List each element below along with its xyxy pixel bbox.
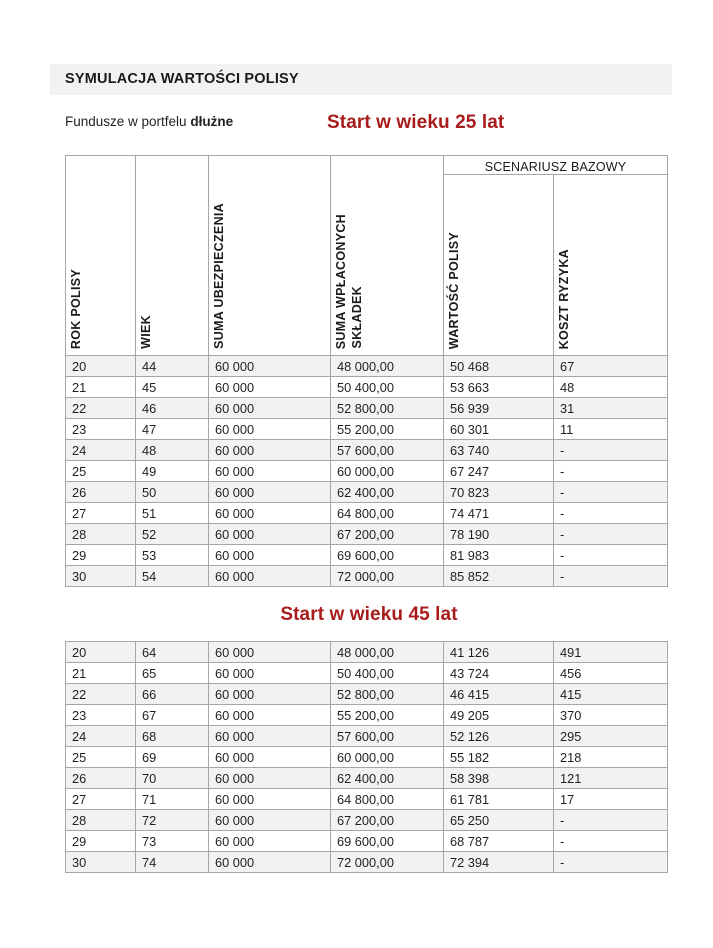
cell-rok_polisy: 29 — [66, 545, 136, 566]
group-header-spacer-4 — [331, 156, 444, 175]
cell-wiek: 44 — [136, 356, 209, 377]
cell-rok_polisy: 26 — [66, 482, 136, 503]
column-header-wiek — [136, 175, 209, 356]
cell-suma_wplaconych_skladek: 55 200,00 — [331, 419, 444, 440]
cell-suma_wplaconych_skladek: 60 000,00 — [331, 747, 444, 768]
group-header-spacer-1 — [66, 156, 136, 175]
portfolio-label — [65, 114, 233, 129]
cell-wiek: 70 — [136, 768, 209, 789]
cell-wartosc_polisy: 78 190 — [444, 524, 554, 545]
column-header-line: SUMA UBEZPIECZENIA — [212, 203, 226, 349]
cell-suma_ubezpieczenia: 60 000 — [209, 503, 331, 524]
table-row — [66, 747, 668, 768]
cell-suma_wplaconych_skladek: 60 000,00 — [331, 461, 444, 482]
cell-suma_ubezpieczenia: 60 000 — [209, 663, 331, 684]
cell-koszt_ryzyka: 456 — [554, 663, 668, 684]
subtitle-row — [65, 112, 673, 138]
cell-wartosc_polisy: 55 182 — [444, 747, 554, 768]
cell-wiek: 47 — [136, 419, 209, 440]
cell-suma_wplaconych_skladek: 52 800,00 — [331, 398, 444, 419]
cell-wiek: 66 — [136, 684, 209, 705]
cell-koszt_ryzyka: 67 — [554, 356, 668, 377]
cell-suma_wplaconych_skladek: 69 600,00 — [331, 831, 444, 852]
table-row — [66, 566, 668, 587]
cell-rok_polisy: 24 — [66, 726, 136, 747]
cell-suma_wplaconych_skladek: 72 000,00 — [331, 566, 444, 587]
cell-rok_polisy: 21 — [66, 663, 136, 684]
group-header-row — [66, 156, 668, 175]
cell-wartosc_polisy: 50 468 — [444, 356, 554, 377]
table-body — [66, 356, 668, 587]
table-row — [66, 419, 668, 440]
table-row — [66, 789, 668, 810]
table-row — [66, 810, 668, 831]
table-row — [66, 768, 668, 789]
cell-koszt_ryzyka: 415 — [554, 684, 668, 705]
cell-rok_polisy: 22 — [66, 398, 136, 419]
cell-wiek: 67 — [136, 705, 209, 726]
cell-suma_wplaconych_skladek: 50 400,00 — [331, 663, 444, 684]
cell-rok_polisy: 21 — [66, 377, 136, 398]
cell-rok_polisy: 24 — [66, 440, 136, 461]
cell-wiek: 68 — [136, 726, 209, 747]
cell-wartosc_polisy: 52 126 — [444, 726, 554, 747]
table-row — [66, 642, 668, 663]
cell-koszt_ryzyka: - — [554, 524, 668, 545]
column-header-rok-polisy — [66, 175, 136, 356]
cell-suma_wplaconych_skladek: 67 200,00 — [331, 810, 444, 831]
group-header-scenariusz-bazowy: SCENARIUSZ BAZOWY — [444, 156, 668, 175]
cell-koszt_ryzyka: - — [554, 810, 668, 831]
cell-wartosc_polisy: 43 724 — [444, 663, 554, 684]
table-row — [66, 356, 668, 377]
cell-wiek: 49 — [136, 461, 209, 482]
table-row — [66, 440, 668, 461]
portfolio-label-value: dłużne — [190, 114, 234, 129]
table-row — [66, 726, 668, 747]
cell-wiek: 45 — [136, 377, 209, 398]
cell-rok_polisy: 27 — [66, 503, 136, 524]
cell-wartosc_polisy: 58 398 — [444, 768, 554, 789]
cell-suma_wplaconych_skladek: 64 800,00 — [331, 789, 444, 810]
cell-koszt_ryzyka: 17 — [554, 789, 668, 810]
cell-koszt_ryzyka: - — [554, 482, 668, 503]
cell-wartosc_polisy: 68 787 — [444, 831, 554, 852]
cell-suma_ubezpieczenia: 60 000 — [209, 726, 331, 747]
page-title: SYMULACJA WARTOŚCI POLISY — [65, 71, 299, 87]
table-row — [66, 461, 668, 482]
page-title-band — [50, 64, 672, 95]
cell-koszt_ryzyka: 11 — [554, 419, 668, 440]
cell-wiek: 52 — [136, 524, 209, 545]
cell-wartosc_polisy: 53 663 — [444, 377, 554, 398]
cell-rok_polisy: 28 — [66, 810, 136, 831]
cell-suma_ubezpieczenia: 60 000 — [209, 545, 331, 566]
cell-wiek: 50 — [136, 482, 209, 503]
cell-wartosc_polisy: 61 781 — [444, 789, 554, 810]
cell-suma_ubezpieczenia: 60 000 — [209, 356, 331, 377]
cell-wiek: 64 — [136, 642, 209, 663]
cell-suma_ubezpieczenia: 60 000 — [209, 789, 331, 810]
cell-suma_wplaconych_skladek: 57 600,00 — [331, 440, 444, 461]
cell-suma_ubezpieczenia: 60 000 — [209, 398, 331, 419]
cell-koszt_ryzyka: - — [554, 503, 668, 524]
table-body — [66, 642, 668, 873]
cell-suma_wplaconych_skladek: 57 600,00 — [331, 726, 444, 747]
cell-wartosc_polisy: 46 415 — [444, 684, 554, 705]
cell-suma_ubezpieczenia: 60 000 — [209, 440, 331, 461]
cell-koszt_ryzyka: 31 — [554, 398, 668, 419]
table-row — [66, 705, 668, 726]
cell-suma_ubezpieczenia: 60 000 — [209, 684, 331, 705]
cell-suma_ubezpieczenia: 60 000 — [209, 419, 331, 440]
cell-wiek: 53 — [136, 545, 209, 566]
cell-suma_ubezpieczenia: 60 000 — [209, 377, 331, 398]
cell-koszt_ryzyka: - — [554, 461, 668, 482]
table-row — [66, 663, 668, 684]
cell-wartosc_polisy: 81 983 — [444, 545, 554, 566]
cell-rok_polisy: 20 — [66, 356, 136, 377]
simulation-table-start-45 — [65, 641, 668, 873]
table-row — [66, 398, 668, 419]
cell-suma_wplaconych_skladek: 69 600,00 — [331, 545, 444, 566]
group-header-spacer-3 — [209, 156, 331, 175]
portfolio-label-prefix: Fundusze w portfelu — [65, 114, 191, 129]
cell-rok_polisy: 25 — [66, 461, 136, 482]
column-header-line: SUMA WPŁACONYCH — [334, 213, 348, 349]
cell-wiek: 74 — [136, 852, 209, 873]
cell-wartosc_polisy: 49 205 — [444, 705, 554, 726]
column-header-suma-wplaconych-skladek — [331, 175, 444, 356]
table-row — [66, 503, 668, 524]
cell-wiek: 48 — [136, 440, 209, 461]
cell-suma_wplaconych_skladek: 50 400,00 — [331, 377, 444, 398]
column-header-line: ROK POLISY — [69, 268, 83, 349]
cell-koszt_ryzyka: - — [554, 852, 668, 873]
cell-suma_wplaconych_skladek: 48 000,00 — [331, 642, 444, 663]
cell-koszt_ryzyka: 121 — [554, 768, 668, 789]
cell-wiek: 46 — [136, 398, 209, 419]
cell-koszt_ryzyka: - — [554, 566, 668, 587]
table-row — [66, 482, 668, 503]
cell-suma_wplaconych_skladek: 62 400,00 — [331, 482, 444, 503]
column-header-line: SKŁADEK — [349, 286, 364, 349]
cell-wartosc_polisy: 72 394 — [444, 852, 554, 873]
cell-koszt_ryzyka: - — [554, 545, 668, 566]
table-row — [66, 684, 668, 705]
section-heading-start-45: Start w wieku 45 lat — [280, 604, 458, 625]
cell-suma_ubezpieczenia: 60 000 — [209, 768, 331, 789]
cell-suma_ubezpieczenia: 60 000 — [209, 566, 331, 587]
cell-wartosc_polisy: 74 471 — [444, 503, 554, 524]
cell-wartosc_polisy: 65 250 — [444, 810, 554, 831]
cell-suma_ubezpieczenia: 60 000 — [209, 810, 331, 831]
cell-suma_ubezpieczenia: 60 000 — [209, 705, 331, 726]
cell-rok_polisy: 29 — [66, 831, 136, 852]
cell-koszt_ryzyka: - — [554, 440, 668, 461]
cell-wiek: 65 — [136, 663, 209, 684]
cell-suma_ubezpieczenia: 60 000 — [209, 831, 331, 852]
cell-rok_polisy: 27 — [66, 789, 136, 810]
cell-suma_wplaconych_skladek: 55 200,00 — [331, 705, 444, 726]
cell-suma_wplaconych_skladek: 72 000,00 — [331, 852, 444, 873]
section-heading-start-25: Start w wieku 25 lat — [327, 112, 505, 133]
cell-koszt_ryzyka: 48 — [554, 377, 668, 398]
cell-rok_polisy: 26 — [66, 768, 136, 789]
cell-wiek: 51 — [136, 503, 209, 524]
table-header-group — [66, 156, 668, 356]
column-header-row — [66, 175, 668, 356]
cell-rok_polisy: 20 — [66, 642, 136, 663]
table-row — [66, 377, 668, 398]
column-header-line: KOSZT RYZYKA — [557, 248, 571, 349]
cell-rok_polisy: 28 — [66, 524, 136, 545]
cell-wartosc_polisy: 56 939 — [444, 398, 554, 419]
cell-koszt_ryzyka: 218 — [554, 747, 668, 768]
cell-suma_wplaconych_skladek: 48 000,00 — [331, 356, 444, 377]
cell-suma_wplaconych_skladek: 64 800,00 — [331, 503, 444, 524]
cell-rok_polisy: 22 — [66, 684, 136, 705]
cell-wartosc_polisy: 67 247 — [444, 461, 554, 482]
cell-wiek: 72 — [136, 810, 209, 831]
column-header-line: WIEK — [139, 315, 153, 349]
cell-wiek: 73 — [136, 831, 209, 852]
column-header-koszt-ryzyka — [554, 175, 668, 356]
cell-rok_polisy: 30 — [66, 852, 136, 873]
cell-wartosc_polisy: 63 740 — [444, 440, 554, 461]
column-header-wartosc-polisy — [444, 175, 554, 356]
column-header-suma-ubezpieczenia — [209, 175, 331, 356]
cell-suma_ubezpieczenia: 60 000 — [209, 747, 331, 768]
cell-wartosc_polisy: 60 301 — [444, 419, 554, 440]
group-header-spacer-2 — [136, 156, 209, 175]
cell-suma_ubezpieczenia: 60 000 — [209, 461, 331, 482]
cell-wartosc_polisy: 41 126 — [444, 642, 554, 663]
simulation-table-start-25 — [65, 155, 668, 587]
cell-suma_wplaconych_skladek: 62 400,00 — [331, 768, 444, 789]
table-row — [66, 831, 668, 852]
cell-suma_ubezpieczenia: 60 000 — [209, 524, 331, 545]
cell-rok_polisy: 23 — [66, 705, 136, 726]
cell-suma_wplaconych_skladek: 52 800,00 — [331, 684, 444, 705]
cell-wartosc_polisy: 85 852 — [444, 566, 554, 587]
cell-koszt_ryzyka: - — [554, 831, 668, 852]
cell-suma_wplaconych_skladek: 67 200,00 — [331, 524, 444, 545]
cell-wiek: 71 — [136, 789, 209, 810]
cell-rok_polisy: 30 — [66, 566, 136, 587]
column-header-line: WARTOŚĆ POLISY — [447, 231, 461, 349]
table-row — [66, 852, 668, 873]
cell-wiek: 54 — [136, 566, 209, 587]
cell-koszt_ryzyka: 295 — [554, 726, 668, 747]
cell-suma_ubezpieczenia: 60 000 — [209, 482, 331, 503]
cell-rok_polisy: 25 — [66, 747, 136, 768]
cell-suma_ubezpieczenia: 60 000 — [209, 642, 331, 663]
cell-suma_ubezpieczenia: 60 000 — [209, 852, 331, 873]
table-row — [66, 524, 668, 545]
cell-wiek: 69 — [136, 747, 209, 768]
table-row — [66, 545, 668, 566]
cell-rok_polisy: 23 — [66, 419, 136, 440]
cell-koszt_ryzyka: 491 — [554, 642, 668, 663]
cell-wartosc_polisy: 70 823 — [444, 482, 554, 503]
cell-koszt_ryzyka: 370 — [554, 705, 668, 726]
